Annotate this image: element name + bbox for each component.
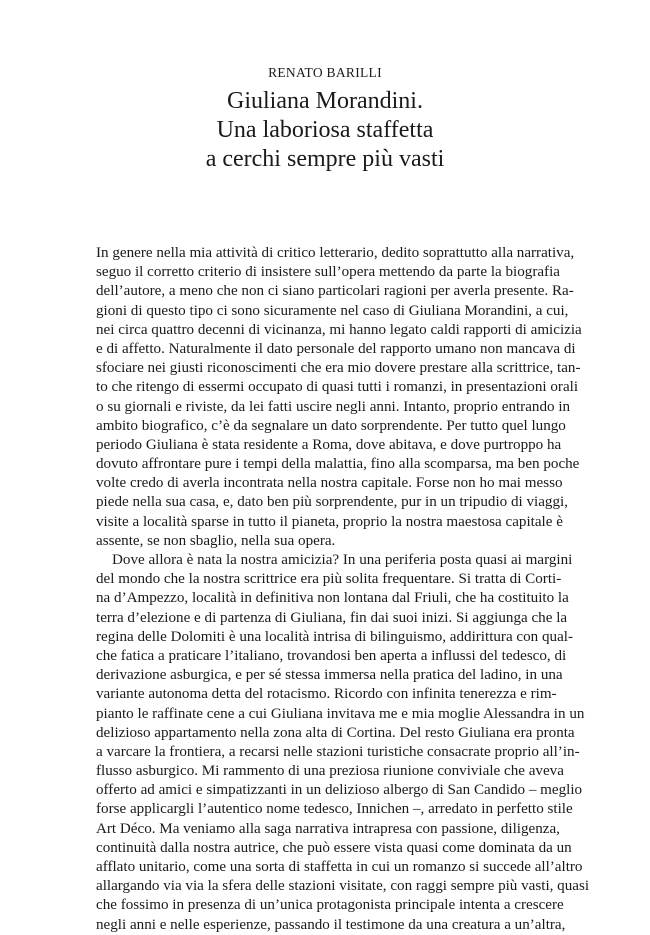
- text-line: Art Déco. Ma veniamo alla saga narrativa intrapresa con passione, diligenza,: [96, 820, 560, 837]
- text-line: Dove allora è nata la nostra amicizia? In una periferia posta quasi ai margini: [112, 552, 573, 568]
- text-line: del mondo che la nostra scrittrice era più solita frequentare. Si tratta di Corti-: [96, 571, 562, 588]
- text-line: seguo il corretto criterio di insistere sull’opera mettendo da parte la biografia: [96, 264, 560, 281]
- text-line: e di affetto. Naturalmente il dato personale del rapporto umano non mancava di: [96, 340, 576, 357]
- text-line: ambito biografico, c’è da segnalare un dato sorprendente. Per tutto quel lungo: [96, 417, 566, 434]
- body-text: [96, 244, 590, 935]
- text-line: negli anni e nelle esperienze, passando il testimone da una creatura a un’altra,: [96, 916, 566, 933]
- text-line: offerto ad amici e simpatizzanti in un delizioso albergo di San Candido – meglio: [96, 782, 583, 799]
- text-line: dell’autore, a meno che non ci siano particolari ragioni per averla presente. Ra-: [96, 283, 574, 300]
- title-line: a cerchi sempre più vasti: [205, 146, 445, 172]
- text-line: volte credo di averla incontrata nella nostra capitale. Forse non ho mai messo: [96, 475, 563, 492]
- text-line: afflato unitario, come una sorta di staffetta in cui un romanzo si succede all’altro: [96, 859, 583, 875]
- text-line: derivazione asburgica, e per sé stessa immersa nella pratica del ladino, in una: [96, 667, 563, 684]
- text-line: variante autonoma detta del rotacismo. Ricordo con infinita tenerezza e rim-: [96, 686, 557, 703]
- text-line: delizioso appartamento nella zona alta di Cortina. Del resto Giuliana era pronta: [96, 724, 575, 741]
- text-line: flusso asburgico. Mi rammento di una preziosa riunione conviviale che aveva: [96, 763, 564, 780]
- text-line: che fossimo in presenza di un’unica protagonista principale intenta a crescere: [96, 897, 564, 914]
- text-line: a varcare la frontiera, a recarsi nelle stazioni turistiche consacrate proprio all’in-: [96, 743, 580, 760]
- author-name: RENATO BARILLI: [268, 65, 382, 80]
- text-line: che fatica a praticare l’italiano, trovandosi ben aperta a influssi del tedesco, di: [96, 647, 567, 664]
- text-line: continuità dalla nostra autrice, che può essere vista quasi come dominata da un: [96, 839, 572, 856]
- text-line: regina delle Dolomiti è una località intrisa di bilinguismo, addirittura con qual-: [96, 628, 574, 645]
- text-line: visite a località sparse in tutto il pianeta, proprio la nostra maestosa capitale è: [96, 513, 563, 530]
- text-line: periodo Giuliana è stata residente a Roma, dove abitava, e dove purtroppo ha: [96, 436, 562, 453]
- title-line: Una laboriosa staffetta: [216, 117, 434, 143]
- text-line: gioni di questo tipo ci sono sicuramente nel caso di Giuliana Morandini, a cui,: [96, 302, 569, 319]
- text-line: forse applicargli l’autentico nome tedesco, Innichen –, arredato in perfetto stile: [96, 801, 573, 818]
- text-line: sfociare nei giusti riconoscimenti che era mio dovere prestare alla scrittrice, tan-: [96, 360, 581, 377]
- text-line: o su giornali e riviste, da lei fatti uscire negli anni. Intanto, proprio entrando in: [96, 398, 571, 415]
- text-line: pianto le raffinate cene a cui Giuliana invitava me e mia moglie Alessandra in un: [96, 705, 585, 722]
- text-line: piede nella sua casa, e, dato ben più sorprendente, pur in un tripudio di viaggi,: [96, 494, 568, 511]
- text-line: allargando via via la sfera delle stazioni visitate, con raggi sempre più vasti, quasi: [96, 878, 590, 895]
- text-line: dovuto affrontare pure i tempi della malattia, fino alla scomparsa, ma ben poche: [96, 456, 580, 473]
- text-line: terra d’elezione e di partenza di Giuliana, fin dai suoi inizi. Si aggiunga che la: [96, 609, 568, 626]
- text-line: na d’Ampezzo, località in definitiva non lontana dal Friuli, che ha costituito la: [96, 590, 569, 607]
- title-line: Giuliana Morandini.: [227, 88, 423, 114]
- text-line: In genere nella mia attività di critico letterario, dedito soprattutto alla narrativa,: [96, 245, 575, 261]
- text-line: nei circa quattro decenni di vicinanza, mi hanno legato caldi rapporti di amicizia: [96, 321, 582, 338]
- text-line: assente, se non sbaglio, nella sua opera.: [96, 532, 336, 549]
- text-line: to che ritengo di essermi occupato di quasi tutti i romanzi, in presentazioni orali: [96, 379, 579, 396]
- article-title: [0, 87, 650, 174]
